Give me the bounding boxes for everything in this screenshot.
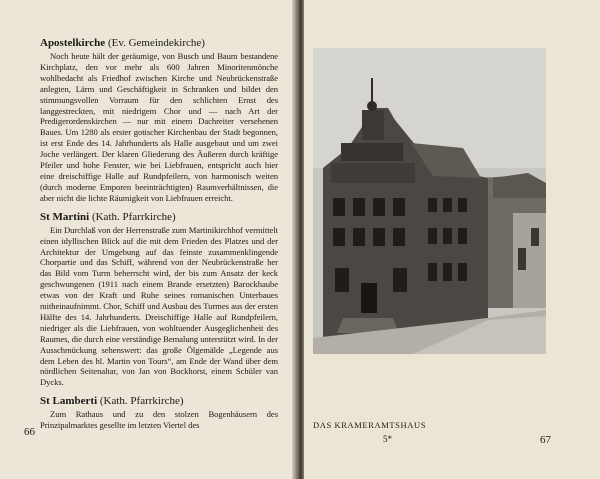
left-page: [0, 0, 296, 479]
photo-caption: DAS KRAMERAMTSHAUS: [313, 420, 427, 430]
section-subtitle: (Ev. Gemeindekirche): [107, 37, 205, 49]
paragraph: Ein Durchlaß von der Herrenstraße zum Martinikirchhof vermittelt einen idyllischen Blick auf die mit dem Frieden des Platzes und der Architektur der Umgebung auf das feinste zusammenklingende Chorpartie und das Schiff, während von der Neubrückenstraße her das Bild vom Turm beherrscht wird, der bis zum Ansatz der keck geschwungenen (1911 nach einem Brande ersetzten) Barockhaube etwas von der Kraft und Ruhe seines romanischen Unterbaues mitheinaufnimmt. Chor, Schiff und Ausbau des Turmes aus der ersten Hälfte des 14. Jahrhunderts. Dreischiffige Halle auf Rundpfeilern, niedriger als die Liebfrauen, von wohltuender Ausgeglichenheit des Raumes, die durch eine verständige Bemalung unterstützt wird. In der Ausschmückung sehenswert: das große Ölgemälde „Legende aus dem Leben des hl. Martin von Tours“, am Ende der Wand über dem nördlichen Seitenaltar, von Jan von Bockhorst, einem Schüler van Dycks.: [40, 224, 278, 388]
paragraph: Noch heute hält der geräumige, von Busch und Baum bestandene Kirchplatz, den vor mehr als 600 Jahren Minoritenmönche wohlbedacht als Friedhof zwischen Kirche und Neubrückenstraße anlegten, Lärm und Geschäftigkeit in Schranken und bildet den stimmungsvollen Vorraum für den schlichten Ernst des langgestreckten, mit niedrigem Chor und — nach Art der Predigerordenskirchen — nur mit einem Dachreiter versehenen Baues. Um 1280 als erster gotischer Kirchenbau der Stadt begonnen, ist erst Ende des 14. Jahrhunderts als Halle ausgebaut und um zwei Joche verlängert. Der klaren Gliederung des Äußeren durch kräftige Pfeiler und hohe Fenster, wie bei Liebfrauen, entspricht auch hier eine dreischiffige Halle auf Rundpfeilern, von harmonisch weiten (durch moderne Emporen beeinträchtigten) Raumverhältnissen, die aber nicht die lichte Räumigkeit von Liebfrauen erreicht.: [40, 51, 278, 203]
signature-mark: 5*: [383, 434, 392, 444]
section-subtitle: (Kath. Pfarrkirche): [91, 210, 176, 223]
section-heading-st-martini: [40, 210, 278, 224]
kramerhaus-photo: [313, 48, 546, 354]
section-title: St Lamberti: [40, 395, 98, 408]
section-heading-st-lamberti: [40, 394, 278, 408]
section-heading-apostelkirche: [40, 36, 278, 50]
section-subtitle: (Kath. Pfarrkirche): [99, 395, 184, 408]
page-number-right: 67: [540, 434, 551, 446]
paragraph: Zum Rathaus und zu den stolzen Bogenhäusern des Prinzipalmarktes gesellte im letzten Viertel des: [40, 409, 278, 431]
page-number-left: 66: [24, 426, 35, 438]
left-page-text: [40, 36, 278, 437]
section-title: Apostelkirche: [40, 37, 106, 49]
section-title: St Martini: [40, 210, 90, 223]
